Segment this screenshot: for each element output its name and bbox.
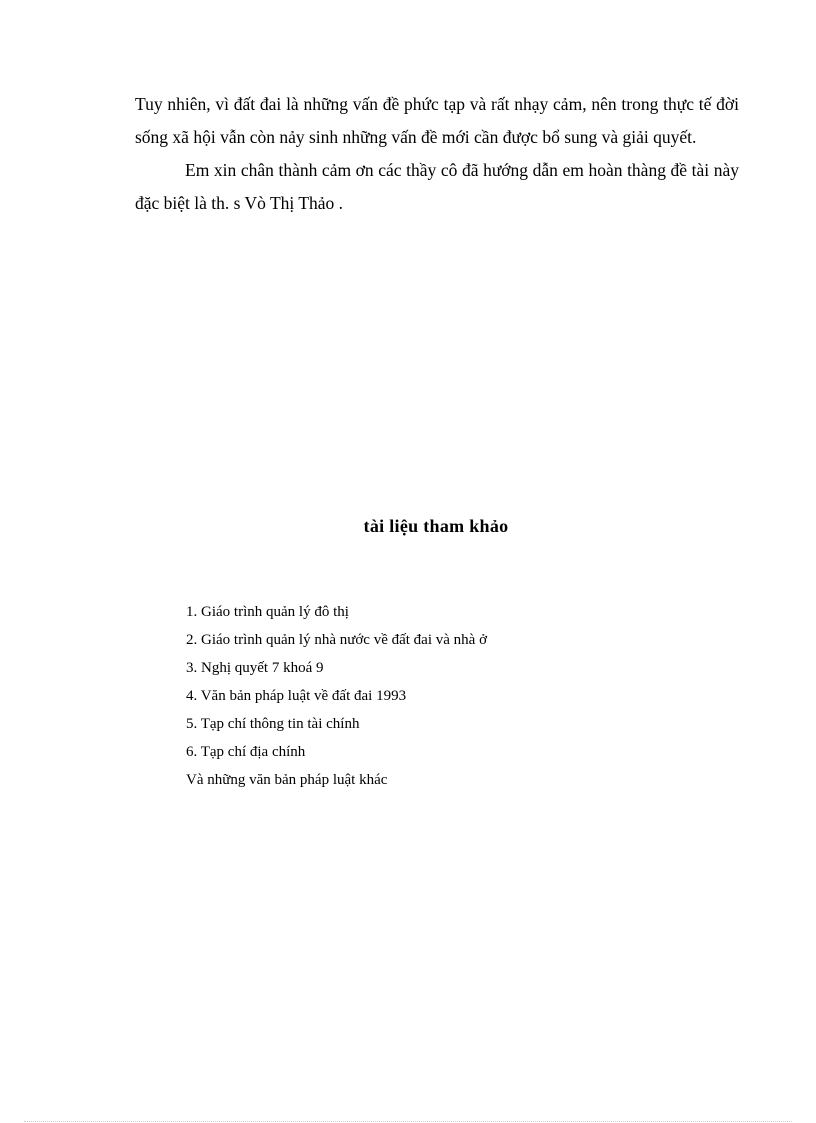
reference-item: 6. Tạp chí địa chính xyxy=(186,744,306,760)
reference-item: 3. Nghị quyết 7 khoá 9 xyxy=(186,660,324,676)
acknowledgement-paragraph: Em xin chân thành cảm ơn các thầy cô đã hướng dẫn em hoàn thàng đề tài này đặc biệt là th. s Vò Thị Thảo . xyxy=(135,160,739,213)
references-list xyxy=(186,598,487,794)
reference-item: 5. Tạp chí thông tin tài chính xyxy=(186,716,360,732)
closing-paragraph: Tuy nhiên, vì đất đai là những vấn đề phức tạp và rất nhạy cảm, nên trong thực tế đời sống xã hội vẫn còn nảy sinh những vấn đề mới cần được bổ sung và giải quyết. xyxy=(135,94,739,147)
reference-item: Và những văn bản pháp luật khác xyxy=(186,772,388,788)
reference-item: 4. Văn bản pháp luật về đất đai 1993 xyxy=(186,688,407,704)
reference-item: 1. Giáo trình quản lý đô thị xyxy=(186,604,349,620)
reference-item: 2. Giáo trình quản lý nhà nước về đất đai và nhà ở xyxy=(186,632,487,648)
page-bottom-divider xyxy=(24,1121,792,1122)
references-heading: tài liệu tham khảo xyxy=(363,516,509,536)
body-text xyxy=(135,88,739,220)
